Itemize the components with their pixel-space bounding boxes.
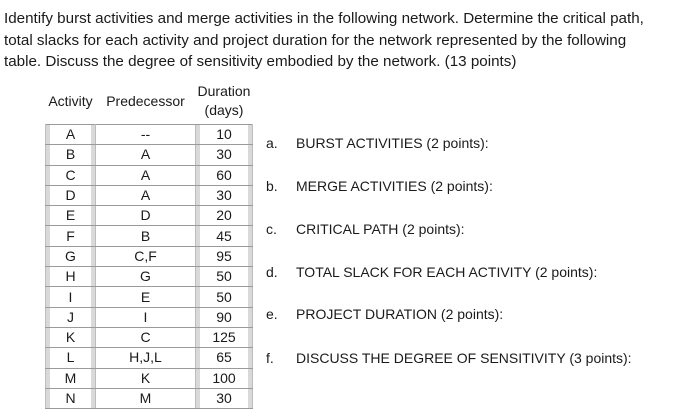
header-activity: Activity (48, 92, 93, 109)
table-row (46, 125, 253, 145)
table-row (46, 307, 253, 327)
question-text: TOTAL SLACK FOR EACH ACTIVITY (2 points): (296, 264, 598, 280)
activity-cell: M (46, 368, 96, 388)
duration-cell: 20 (196, 206, 253, 226)
table-header-row (46, 80, 253, 125)
table-row (46, 185, 253, 205)
predecessor-cell: I (96, 307, 196, 327)
duration-cell: 60 (196, 165, 253, 185)
question-letter: d. (266, 264, 278, 280)
question-text: CRITICAL PATH (2 points): (296, 221, 465, 237)
duration-cell: 125 (196, 327, 253, 347)
table-row (46, 388, 253, 408)
table-row (46, 246, 253, 266)
duration-cell: 90 (196, 307, 253, 327)
table-row (46, 287, 253, 307)
problem-statement (4, 8, 684, 73)
duration-cell: 50 (196, 287, 253, 307)
header-duration (196, 80, 253, 125)
question-a (266, 135, 489, 151)
header-duration-line2: (days) (204, 102, 244, 118)
activity-cell: E (46, 206, 96, 226)
question-f (266, 350, 632, 366)
header-predecessor: Predecessor (106, 92, 185, 109)
activity-cell: F (46, 226, 96, 246)
activity-cell: C (46, 165, 96, 185)
activity-cell: D (46, 185, 96, 205)
activity-cell: B (46, 145, 96, 165)
activity-table (45, 80, 253, 409)
activity-cell: G (46, 246, 96, 266)
table-row (46, 226, 253, 246)
duration-cell: 100 (196, 368, 253, 388)
predecessor-cell: -- (96, 125, 196, 145)
activity-cell: I (46, 287, 96, 307)
question-letter: b. (266, 178, 278, 194)
duration-cell: 50 (196, 267, 253, 287)
table-row (46, 368, 253, 388)
predecessor-cell: D (96, 206, 196, 226)
duration-cell: 30 (196, 388, 253, 408)
predecessor-cell: G (96, 267, 196, 287)
activity-cell: L (46, 348, 96, 368)
table-row (46, 267, 253, 287)
statement-line-2: total slacks for each activity and project duration for the network represented by the following (4, 31, 627, 49)
question-text: PROJECT DURATION (2 points): (296, 306, 504, 322)
predecessor-cell: B (96, 226, 196, 246)
question-letter: f. (266, 350, 274, 366)
duration-cell: 10 (196, 125, 253, 145)
duration-cell: 95 (196, 246, 253, 266)
predecessor-cell: A (96, 145, 196, 165)
activity-cell: H (46, 267, 96, 287)
question-letter: a. (266, 135, 278, 151)
question-e (266, 306, 503, 322)
predecessor-cell: A (96, 165, 196, 185)
header-duration-line1: Duration (197, 83, 251, 99)
activity-cell: K (46, 327, 96, 347)
question-letter: c. (266, 221, 277, 237)
table-row (46, 327, 253, 347)
question-letter: e. (266, 306, 278, 322)
activity-cell: A (46, 125, 96, 145)
predecessor-cell: A (96, 185, 196, 205)
table-row (46, 206, 253, 226)
duration-cell: 30 (196, 185, 253, 205)
question-text: BURST ACTIVITIES (2 points): (296, 135, 489, 151)
duration-cell: 65 (196, 348, 253, 368)
table-row (46, 348, 253, 368)
predecessor-cell: K (96, 368, 196, 388)
table-row (46, 165, 253, 185)
predecessor-cell: E (96, 287, 196, 307)
question-text: MERGE ACTIVITIES (2 points): (296, 178, 493, 194)
statement-line-3: table. Discuss the degree of sensitivity embodied by the network. (13 points) (4, 53, 517, 70)
table-body (46, 125, 253, 409)
activity-cell: N (46, 388, 96, 408)
question-b (266, 178, 493, 194)
duration-cell: 30 (196, 145, 253, 165)
activity-cell: J (46, 307, 96, 327)
question-text: DISCUSS THE DEGREE OF SENSITIVITY (3 points): (296, 350, 632, 366)
predecessor-cell: H,J,L (96, 348, 196, 368)
duration-cell: 45 (196, 226, 253, 246)
predecessor-cell: C,F (96, 246, 196, 266)
predecessor-cell: M (96, 388, 196, 408)
table-row (46, 145, 253, 165)
statement-line-1: Identify burst activities and merge activities in the following network. Determine the critical path, (4, 10, 644, 27)
predecessor-cell: C (96, 327, 196, 347)
question-d (266, 264, 597, 280)
question-c (266, 221, 465, 237)
